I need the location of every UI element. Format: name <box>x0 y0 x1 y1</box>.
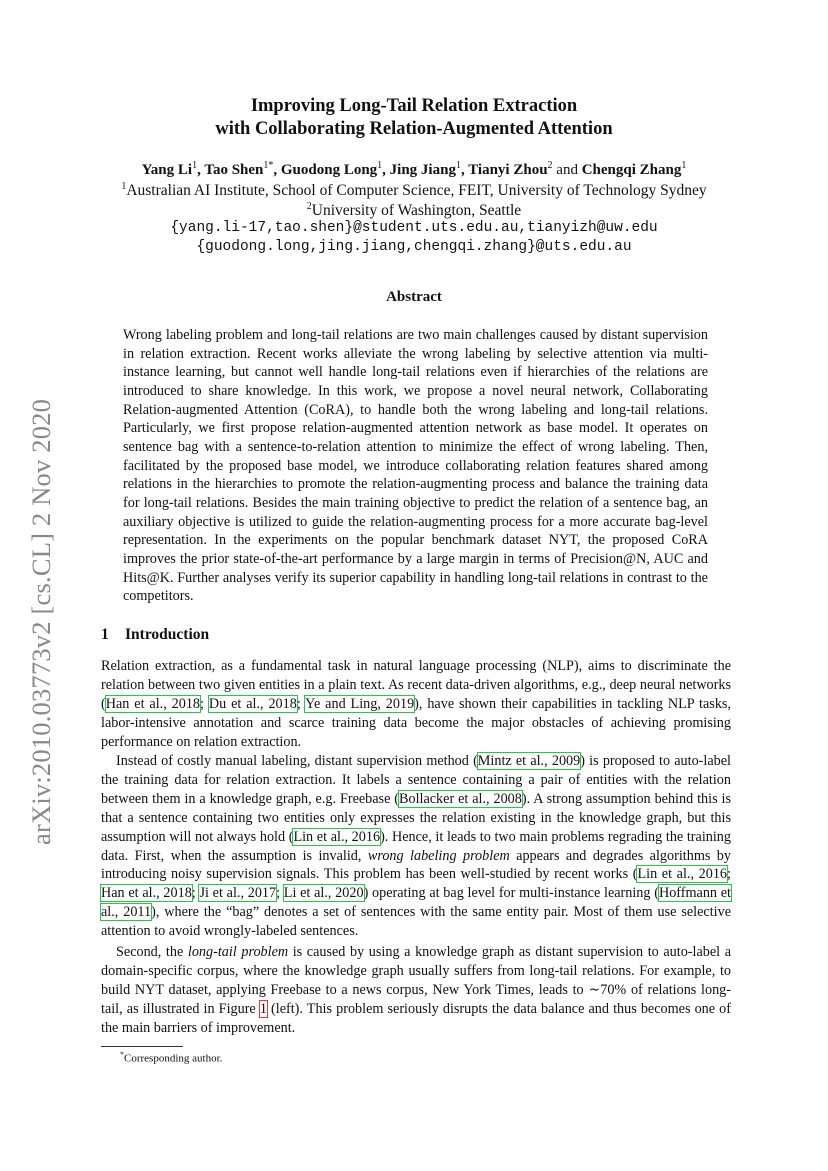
author-name: Jing Jiang <box>389 162 456 178</box>
footnote-mark: * <box>120 1050 124 1059</box>
footnote <box>120 1050 222 1065</box>
text-run: ; <box>191 885 200 902</box>
text-run: ) operating at bag level for multi-instance learning ( <box>363 885 659 902</box>
citation-link[interactable]: Ji et al., 2017 <box>199 885 277 902</box>
citation-link[interactable]: Mintz et al., 2009 <box>477 753 581 769</box>
email-line-1: {yang.li-17,tao.shen}@student.uts.edu.au,tianyizh@uw.edu <box>170 220 658 236</box>
citation-link[interactable]: Du et al., 2018 <box>208 695 297 712</box>
text-run: ). Hence, it leads to two main problems regrading the training data. First, when the assumption is invalid, <box>101 828 731 864</box>
footnote-divider <box>101 1046 183 1047</box>
text-run: is caused by using a knowledge graph as distant supervision to auto-label a domain-specific corpus, where the knowledge graph usually suffers from long-tail relations. For example, to build NYT dataset, applying Freebase to a news corpus, New York Times, leads to ∼70% of relations long-tail, as illustrated in Figure <box>101 944 731 1017</box>
abstract-heading: Abstract <box>386 289 442 305</box>
author-name: Guodong Long <box>280 162 378 178</box>
author-name: Yang Li <box>141 162 193 178</box>
paper-title <box>0 95 828 141</box>
section-heading <box>101 626 209 644</box>
figure-reference-link[interactable]: 1 <box>259 1000 267 1017</box>
text-run: Instead of costly manual labeling, distant supervision method ( <box>116 753 478 769</box>
citation-link[interactable]: Bollacker et al., 2008 <box>399 790 522 807</box>
citation-link[interactable]: Han et al., 2018 <box>101 885 192 902</box>
footnote-text: Corresponding author. <box>124 1052 223 1065</box>
author-mark: 1 <box>455 160 461 171</box>
text-run: ; <box>276 885 284 902</box>
section-title: Introduction <box>125 626 210 643</box>
text-run: ), where the “bag” denotes a set of sentences with the same entity pair. Most of them use selective attention to avoid wrongly-labeled sentences. <box>101 904 731 940</box>
text-run: Relation extraction, as a fundamental task in natural language processing (NLP), aims to discriminate the relation between two given entities in a plain text. As recent data-driven algorithms, e.g., deep neural networks ( <box>101 658 731 712</box>
text-run: ). A strong assumption behind this is that a sentence containing two entities only expresses the relation existing in the knowledge graph, but this assumption will not always hold ( <box>101 790 731 845</box>
emphasis-text: wrong labeling problem <box>367 847 510 864</box>
author-name: Tianyi Zhou <box>468 162 548 178</box>
author-mark: 1 <box>192 160 198 171</box>
intro-paragraph-2 <box>101 752 731 941</box>
text-run: appears and degrades algorithms by introducing noisy supervision signals. This problem has been well-studied by recent works ( <box>101 847 731 883</box>
text-run: (left). This problem seriously disrupts the data balance and thus becomes one of the main barriers of improvement. <box>101 1000 731 1036</box>
section-number: 1 <box>101 626 109 643</box>
citation-link[interactable]: Ye and Ling, 2019 <box>305 695 415 712</box>
abstract-body: Wrong labeling problem and long-tail relations are two main challenges caused by distant supervision in relation extraction. Recent works alleviate the wrong labeling by selective attention via multi-instance learning, but cannot well handle long-tail relations even if hierarchies of the relations are introduced to share knowledge. In this work, we propose a novel neural network, Collaborating Relation-augmented Attention (CoRA), to handle both the wrong labeling and long-tail relations. Particularly, we first propose relation-augmented attention network as base model. It operates on sentence bag with a sentence-to-relation attention to minimize the effect of wrong labeling. Then, facilitated by the proposed base model, we introduce collaborating relation features shared among relations in the hierarchies to promote the relation-augmenting process and balance the training data for long-tail relations. Besides the main training objective to predict the relation of a sentence bag, an auxiliary objective is utilized to guide the relation-augmenting process for a more accurate bag-level representation. In the experiments on the popular benchmark dataset NYT, the proposed CoRA improves the prior state-of-the-art performance by a large margin in terms of Precision@N, AUC and Hits@K. Further analyses verify its superior capability in handling long-tail relations in contrast to the competitors. <box>123 327 708 605</box>
citation-link[interactable]: Li et al., 2020 <box>283 885 364 902</box>
arxiv-identifier <box>26 365 54 845</box>
affiliation-2-text: University of Washington, Seattle <box>311 202 522 220</box>
author-mark: 1* <box>263 160 274 171</box>
text-run: ) is proposed to auto-label the training data for relation extraction. It labels a sentence containing a pair of entities with the relation between them in a knowledge graph, e.g. Freebase ( <box>101 753 731 807</box>
affiliation-1-text: Australian AI Institute, School of Computer Science, FEIT, University of Technology Sydney <box>126 182 707 200</box>
author-mark: 2 <box>547 160 553 171</box>
email-line-2: {guodong.long,jing.jiang,chengqi.zhang}@uts.edu.au <box>196 239 632 255</box>
author-mark: 1 <box>377 160 383 171</box>
citation-link[interactable]: Lin et al., 2016 <box>637 866 728 883</box>
title-line-1: Improving Long-Tail Relation Extraction <box>250 96 578 116</box>
text-run: ), have shown their capabilities in tackling NLP tasks, labor-intensive annotation and scarce training data become the major obstacles of achieving promising performance on relation extraction. <box>101 695 731 750</box>
text-run: Second, the <box>116 944 188 960</box>
citation-link[interactable]: Han et al., 2018 <box>105 695 201 712</box>
affiliation-2: $^2$University of Washington, Seattle <box>306 201 522 220</box>
citation-link[interactable]: Lin et al., 2016 <box>293 828 381 845</box>
author-list: Yang Li$^1$, Tao Shen$^{1*}$, Guodong Long$^1$, Jing Jiang$^1$, Tianyi Zhou$^2$ and Chengqi Zhang$^1$ <box>141 160 687 178</box>
text-run: ; <box>200 695 209 712</box>
author-name: Chengqi Zhang <box>581 162 682 178</box>
intro-paragraph-1 <box>101 657 731 752</box>
text-run: ; <box>296 695 306 712</box>
affiliation-1: $^1$Australian AI Institute, School of Computer Science, FEIT, University of Technology Sydney <box>121 181 707 200</box>
arxiv-identifier-text: arXiv:2010.03773v2 [cs.CL] 2 Nov 2020 <box>26 398 56 845</box>
emphasis-text: long-tail problem <box>187 944 289 960</box>
title-line-2: with Collaborating Relation-Augmented Attention <box>215 119 613 139</box>
text-run: ; <box>727 866 731 883</box>
citation-link[interactable]: Hoffmann et al., 2011 <box>101 885 731 921</box>
author-mark: 1 <box>681 160 687 171</box>
author-name: Tao Shen <box>204 162 264 178</box>
intro-paragraph-3 <box>101 943 731 1038</box>
